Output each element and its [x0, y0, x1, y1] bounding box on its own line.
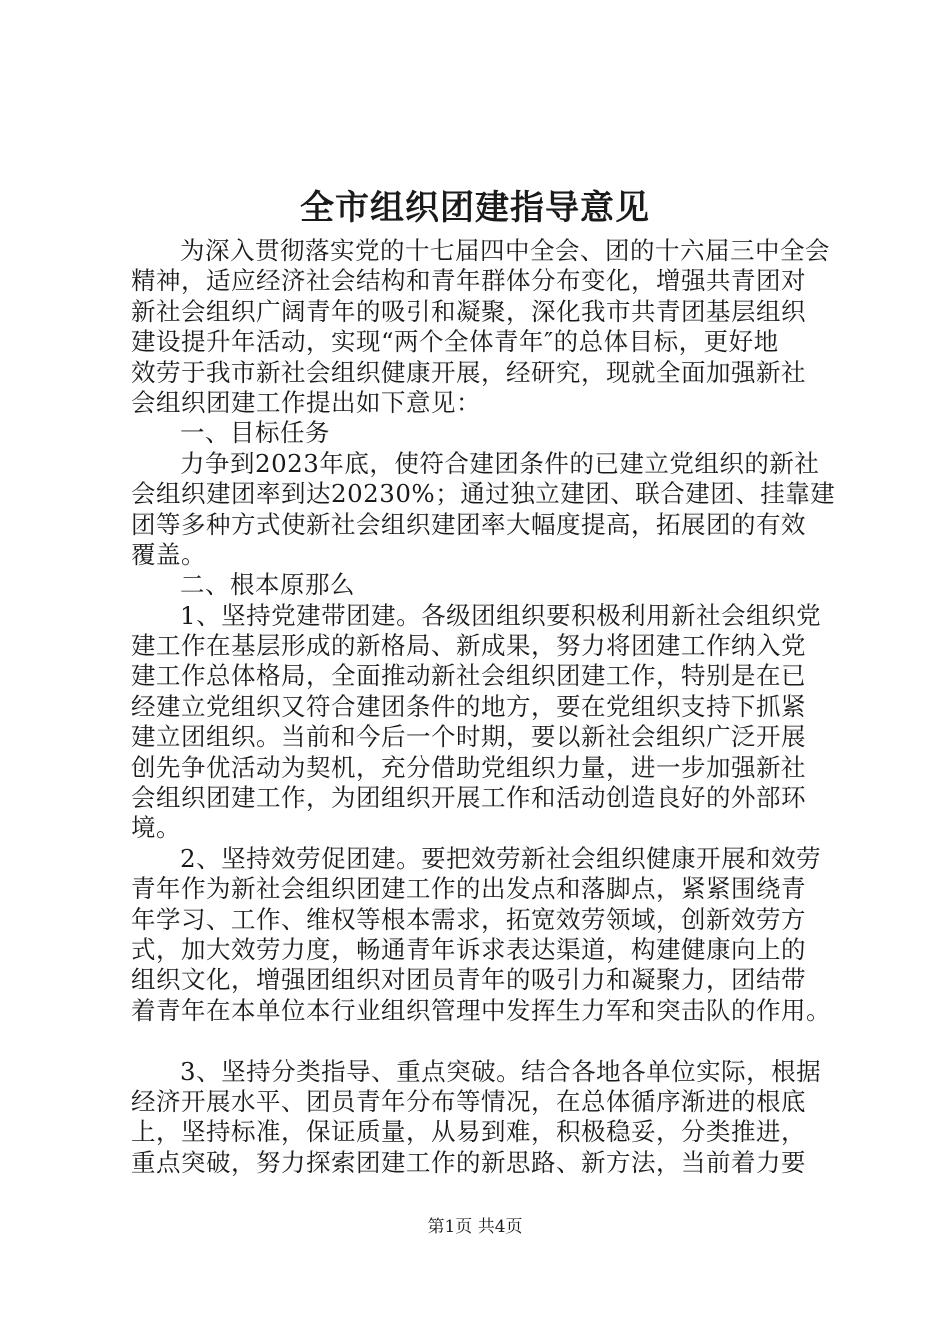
paragraph-line: 重点突破，努力探索团建工作的新思路、新方法，当前着力要: [131, 1147, 806, 1177]
paragraph-line: 着青年在本单位本行业组织管理中发挥生力军和突击队的作用。: [131, 995, 831, 1025]
paragraph-line: 建工作在基层形成的新格局、新成果，努力将团建工作纳入党: [131, 631, 806, 661]
paragraph-line: 建设提升年活动，实现“两个全体青年″的总体目标，更好地: [131, 327, 779, 357]
paragraph-line: 效劳于我市新社会组织健康开展，经研究，现就全面加强新社: [131, 357, 806, 387]
paragraph-line: 年学习、工作、维权等根本需求，拓宽效劳领域，创新效劳方: [131, 904, 806, 934]
paragraph-line: 覆盖。: [131, 539, 206, 569]
paragraph-line: 境。: [131, 813, 181, 843]
document-body: [131, 236, 836, 1178]
paragraph-line: 建立团组织。当前和今后一个时期，要以新社会组织广泛开展: [131, 722, 806, 752]
section-heading: 一、目标任务: [180, 418, 330, 448]
paragraph-line: 会组织团建工作提出如下意见：: [131, 387, 481, 417]
document-title: 全市组织团建指导意见: [300, 188, 650, 228]
paragraph-line: 建工作总体格局，全面推动新社会组织团建工作，特别是在已: [131, 661, 806, 691]
paragraph-line: 3、坚持分类指导、重点突破。结合各地各单位实际，根据: [180, 1056, 822, 1086]
paragraph-line: 精神，适应经济社会结构和青年群体分布变化，增强共青团对: [131, 266, 806, 296]
paragraph-line: 会组织团建工作，为团组织开展工作和活动创造良好的外部环: [131, 783, 806, 813]
paragraph-line: 力争到2023年底，使符合建团条件的已建立党组织的新社: [180, 448, 820, 478]
paragraph-line: 为深入贯彻落实党的十七届四中全会、团的十六届三中全会: [180, 236, 830, 265]
paragraph-line: 组织文化，增强团组织对团员青年的吸引力和凝聚力，团结带: [131, 965, 806, 995]
section-heading: 二、根本原那么: [180, 570, 355, 600]
paragraph-line: 经建立党组织又符合建团条件的地方，要在党组织支持下抓紧: [131, 691, 806, 721]
paragraph-line: 1、坚持党建带团建。各级团组织要积极利用新社会组织党: [180, 600, 822, 630]
paragraph-line: 会组织建团率到达20230%；通过独立建团、联合建团、挂靠建: [131, 479, 836, 509]
page-footer: 第1页 共4页: [427, 1217, 523, 1237]
paragraph-gap: [131, 1026, 831, 1056]
paragraph-line: 青年作为新社会组织团建工作的出发点和落脚点，紧紧围绕青: [131, 874, 806, 904]
paragraph-line: 经济开展水平、团员青年分布等情况，在总体循序渐进的根底: [131, 1086, 806, 1116]
paragraph-line: 式，加大效劳力度，畅通青年诉求表达渠道，构建健康向上的: [131, 934, 806, 964]
paragraph-line: 新社会组织广阔青年的吸引和凝聚，深化我市共青团基层组织: [131, 296, 806, 326]
paragraph-line: 上，坚持标准，保证质量，从易到难，积极稳妥，分类推进，: [131, 1117, 806, 1147]
paragraph-line: 2、坚持效劳促团建。要把效劳新社会组织健康开展和效劳: [180, 843, 822, 873]
paragraph-line: 创先争优活动为契机，充分借助党组织力量，进一步加强新社: [131, 752, 806, 782]
paragraph-line: 团等多种方式使新社会组织建团率大幅度提高，拓展团的有效: [131, 509, 806, 539]
